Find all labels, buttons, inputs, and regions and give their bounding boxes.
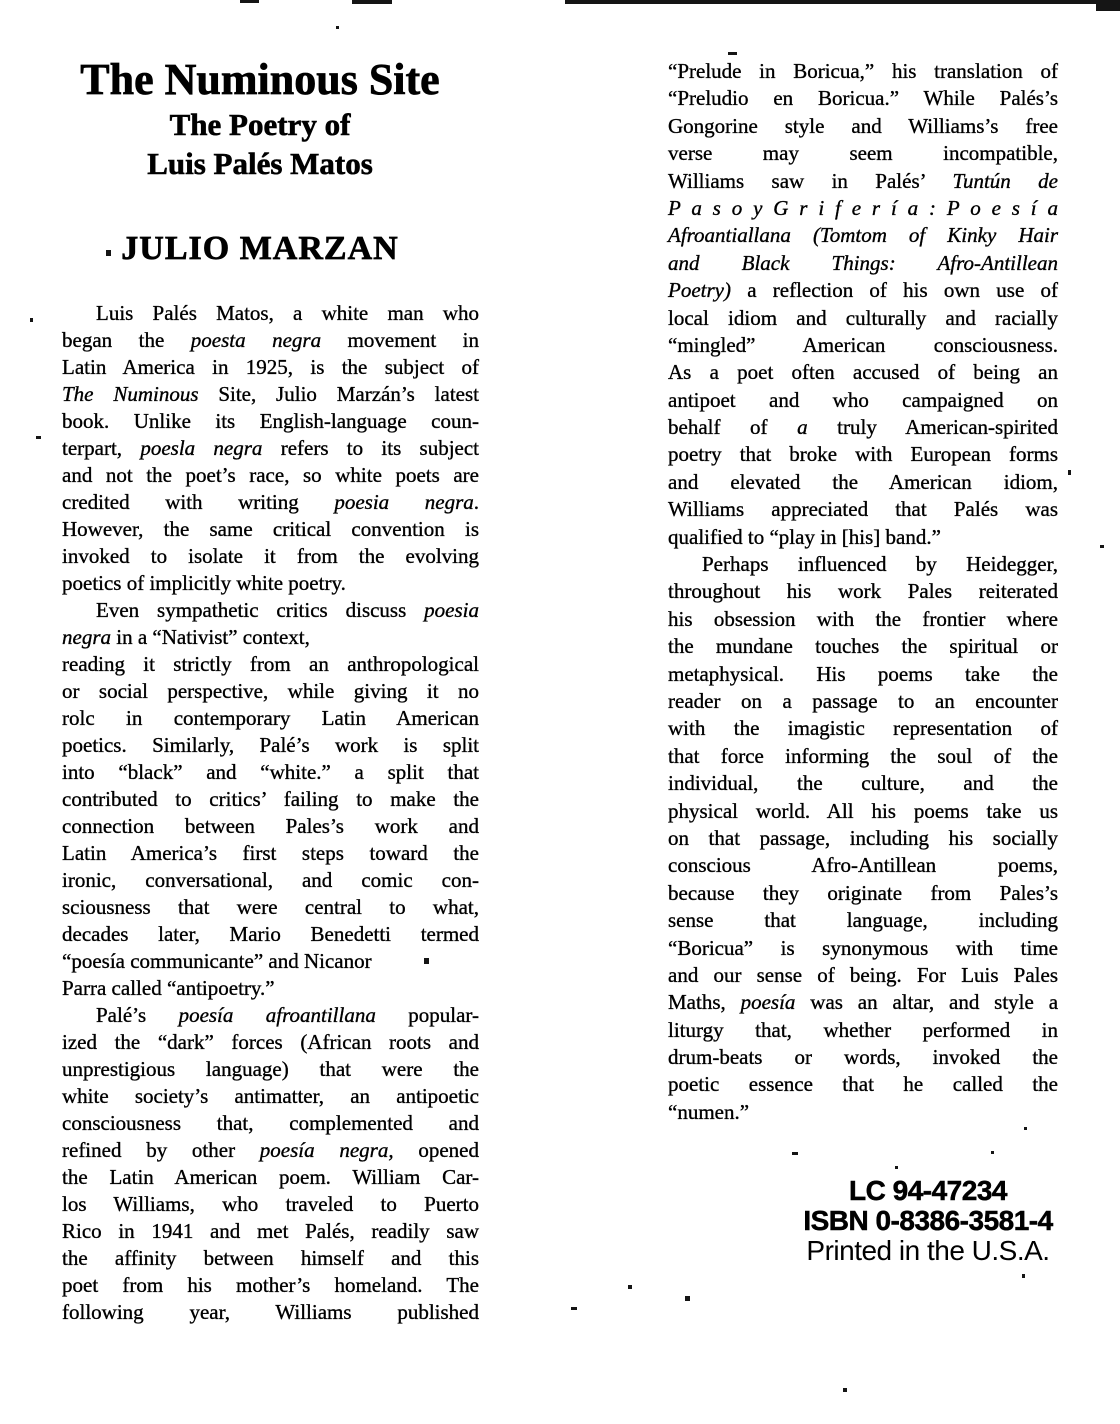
text-line: “mingled” American consciousness. [668, 332, 1058, 357]
text-line: reader on a passage to an encounter [668, 688, 1058, 713]
text-line: or social perspective, while giving it no [62, 679, 479, 703]
text-line: Poetry) a reflection of his own use of [668, 278, 1058, 303]
text-line: began the poesta negra movement in [62, 328, 480, 352]
imprint-block [770, 1176, 1086, 1266]
scan-artifact [1100, 545, 1104, 548]
text-line: rolc in contemporary Latin American [62, 706, 479, 730]
printed-in-usa: Printed in the U.S.A. [806, 1235, 1050, 1266]
text-line: antipoet and who campaigned on [668, 387, 1058, 412]
text-line: poetry that broke with European forms [668, 442, 1058, 467]
scan-artifact [571, 1307, 577, 1310]
scan-artifact [240, 0, 259, 3]
book-title: The Numinous Site [80, 55, 440, 104]
text-line: qualified to “play in [his] band.” [668, 524, 941, 549]
scan-artifact [106, 250, 111, 256]
text-line: local idiom and culturally and racially [668, 305, 1058, 330]
text-line: Rico in 1941 and met Palés, readily saw [62, 1219, 479, 1243]
text-line: white society’s antimatter, an antipoetic [62, 1084, 479, 1108]
scan-artifact [1068, 470, 1071, 475]
text-line: poet from his mother’s homeland. The [62, 1273, 479, 1297]
book-subtitle-line2: Luis Palés Matos [147, 146, 373, 181]
scan-artifact [991, 1151, 994, 1154]
text-line: poetic essence that he called the [668, 1072, 1058, 1097]
left-text-column [62, 300, 479, 1326]
text-line: Parra called “antipoetry.” [62, 976, 275, 1000]
text-line: Maths, poesía was an altar, and style a [668, 990, 1059, 1015]
scan-artifact [1096, 0, 1120, 11]
scan-artifact [1022, 1274, 1025, 1278]
text-line: and Black Things: Afro-Antillean [668, 250, 1058, 275]
text-line: unprestigious language) that were the [62, 1057, 479, 1081]
text-line: terpart, poesla negra refers to its subject [62, 436, 480, 460]
text-line: reading it strictly from an anthropological [62, 652, 479, 676]
text-line: with the imagistic representation of [668, 716, 1058, 741]
scan-artifact [36, 436, 41, 439]
scan-artifact [792, 1152, 798, 1155]
isbn-number: ISBN 0-8386-3581-4 [803, 1205, 1053, 1236]
text-line: Afroantiallana (Tomtom of Kinky Hair [668, 223, 1058, 248]
text-line: invoked to isolate it from the evolving [62, 544, 479, 568]
text-line: Williams saw in Palés’ Tuntún de [668, 168, 1058, 193]
text-line: drum-beats or words, invoked the [668, 1045, 1058, 1070]
scan-artifact [424, 958, 429, 964]
text-line: consciousness that, complemented and [62, 1111, 479, 1135]
scan-artifact [352, 0, 392, 4]
scan-artifact [628, 1285, 632, 1289]
text-line: Latin America’s first steps toward the [62, 841, 479, 865]
text-line: behalf of a truly American-spirited [668, 415, 1058, 440]
text-line: and our sense of being. For Luis Pales [668, 962, 1058, 987]
text-line: poetics. Similarly, Palé’s work is split [62, 733, 479, 757]
text-line: “Prelude in Boricua,” his translation of [668, 59, 1058, 83]
review-author: JULIO MARZAN [121, 230, 399, 267]
text-line: As a poet often accused of being an [668, 360, 1058, 385]
text-line: metaphysical. His poems take the [668, 661, 1058, 686]
scan-artifact [565, 0, 1096, 4]
scan-artifact [843, 1388, 847, 1392]
text-line: Williams appreciated that Palés was [668, 497, 1058, 522]
text-line: because they originate from Pales’s [668, 880, 1058, 905]
text-line: decades later, Mario Benedetti termed [62, 922, 479, 946]
text-line: However, the same critical convention is [62, 517, 479, 541]
scan-artifact [30, 318, 33, 322]
text-line: “numen.” [668, 1099, 750, 1124]
text-line: individual, the culture, and the [668, 771, 1058, 796]
text-line: physical world. All his poems take us [668, 798, 1058, 823]
text-line: The Numinous Site, Julio Marzán’s latest [62, 382, 479, 406]
text-line: Palé’s poesía afroantillana popular- [96, 1003, 479, 1027]
text-line: verse may seem incompatible, [668, 141, 1058, 166]
text-line: ized the “dark” forces (African roots and [62, 1030, 479, 1054]
text-line: “Boricua” is synonymous with time [668, 935, 1058, 960]
scan-artifact [685, 1296, 690, 1301]
text-line: negra in a “Nativist” context, [62, 625, 310, 649]
book-subtitle-line1: The Poetry of [169, 107, 351, 142]
text-line: that force informing the soul of the [668, 743, 1058, 768]
lc-number: LC 94-47234 [849, 1175, 1007, 1206]
text-line: “poesía communicante” and Nicanor [62, 949, 372, 973]
text-line: connection between Pales’s work and [62, 814, 479, 838]
text-line: P a s o y G r i f e r í a : P o e s í a [668, 195, 1058, 220]
scan-artifact [728, 52, 737, 55]
text-line: and not the poet’s race, so white poets are [62, 463, 479, 487]
text-line: liturgy that, whether performed in [668, 1017, 1058, 1042]
text-line: Even sympathetic critics discuss poesia [96, 598, 479, 622]
text-line: the Latin American poem. William Car- [62, 1165, 479, 1189]
scan-artifact [895, 1166, 898, 1169]
text-line: throughout his work Pales reiterated [668, 579, 1058, 604]
scan-artifact [1024, 1127, 1027, 1130]
text-line: into “black” and “white.” a split that [62, 760, 479, 784]
text-line: credited with writing poesia negra. [62, 490, 479, 514]
text-line: Luis Palés Matos, a white man who [96, 301, 479, 325]
text-line: poetics of implicitly white poetry. [62, 571, 346, 595]
scan-artifact [336, 26, 339, 29]
text-line: “Preludio en Boricua.” While Palés’s [668, 86, 1058, 111]
text-line: following year, Williams published [62, 1300, 479, 1324]
text-line: his obsession with the frontier where [668, 606, 1058, 631]
text-line: Perhaps influenced by Heidegger, [702, 552, 1058, 577]
text-line: the affinity between himself and this [62, 1246, 479, 1270]
text-line: los Williams, who traveled to Puerto [62, 1192, 479, 1216]
right-text-column [668, 58, 1058, 1126]
text-line: and elevated the American idiom, [668, 469, 1058, 494]
text-line: Latin America in 1925, is the subject of [62, 355, 479, 379]
text-line: refined by other poesía negra, opened [62, 1138, 479, 1162]
text-line: sense that language, including [668, 908, 1058, 933]
text-line: Gongorine style and Williams’s free [668, 113, 1058, 138]
text-line: book. Unlike its English-language coun- [62, 409, 479, 433]
text-line: on that passage, including his socially [668, 825, 1058, 850]
text-line: sciousness that were central to what, [62, 895, 479, 919]
text-line: contributed to critics’ failing to make the [62, 787, 479, 811]
text-line: conscious Afro-Antillean poems, [668, 853, 1058, 878]
text-line: ironic, conversational, and comic con- [62, 868, 479, 892]
text-line: the mundane touches the spiritual or [668, 634, 1058, 659]
